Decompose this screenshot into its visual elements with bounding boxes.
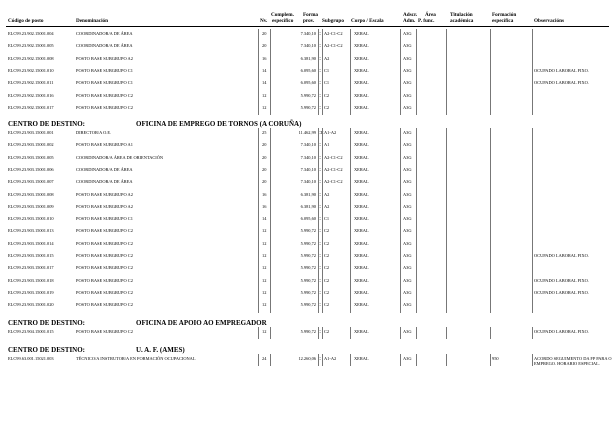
row-corpo: XERAL <box>354 43 369 49</box>
row-complemento: 5.990,72 <box>300 253 316 258</box>
row-code: ELC99.23.902.15001.010 <box>8 67 54 73</box>
row-forma: C <box>318 240 321 246</box>
row-subgrupo: C2 <box>324 265 330 271</box>
row-forma: C <box>318 154 321 160</box>
row-corpo: XERAL <box>354 228 369 234</box>
row-subgrupo: C2 <box>324 240 330 246</box>
row-denominacion: COORDINADOR/A DE ÁREA <box>76 166 133 172</box>
row-subgrupo: A1-A2 <box>324 356 337 361</box>
table-row <box>0 239 615 248</box>
row-corpo: XERAL <box>354 191 369 197</box>
row-subgrupo: A2 <box>324 203 330 209</box>
table-row <box>0 288 615 297</box>
row-denominacion: COORDINADOR/A DE ÁREA <box>76 179 133 185</box>
row-corpo: XERAL <box>354 130 369 135</box>
row-complemento: 5.990,72 <box>300 277 316 283</box>
table-row <box>0 54 615 63</box>
row-denominacion: POSTO BASE SUBGRUPO A1 <box>76 142 133 148</box>
row-denominacion: POSTO BASE SUBGRUPO C2 <box>76 253 133 258</box>
row-code: ELC99.23.902.15001.017 <box>8 104 54 110</box>
row-subgrupo: C1 <box>324 67 330 73</box>
row-code: ELC99.23.903.15001.007 <box>8 179 54 185</box>
column-divider <box>318 128 319 313</box>
row-complemento: 7.340,10 <box>300 43 316 49</box>
row-corpo: XERAL <box>354 154 369 160</box>
table-row <box>0 140 615 149</box>
row-code: ELC99.23.902.15001.011 <box>8 80 54 86</box>
row-complemento: 6.381,90 <box>300 203 316 209</box>
table-row <box>0 78 615 87</box>
row-corpo: XERAL <box>354 216 369 222</box>
row-corpo: XERAL <box>354 31 369 36</box>
table-row <box>0 177 615 186</box>
row-code: ELC99.23.903.15001.006 <box>8 166 54 172</box>
table-row <box>0 202 615 211</box>
column-divider <box>416 128 417 313</box>
header-forma-1: Forma <box>303 12 318 18</box>
row-denominacion: POSTO BASE SUBGRUPO C2 <box>76 329 133 334</box>
column-divider <box>400 128 401 313</box>
row-complemento: 5.990,72 <box>300 240 316 246</box>
row-adscricion: A3G <box>403 289 412 295</box>
row-denominacion: COORDINADOR/A DE ÁREA <box>76 31 133 36</box>
column-divider <box>490 354 491 366</box>
header-area-2: P. func. <box>418 18 435 24</box>
header-denominacion: Denominación <box>76 18 108 24</box>
table-row <box>0 41 615 50</box>
row-adscricion: A3G <box>403 154 412 160</box>
header-subgrupo: Subgrupo <box>322 18 344 24</box>
column-divider <box>446 354 447 366</box>
row-subgrupo: C2 <box>324 253 330 258</box>
row-subgrupo: A2 <box>324 55 330 61</box>
row-subgrupo: A2-C1-C2 <box>324 166 343 172</box>
header-complemento-1: Complem. <box>271 12 294 18</box>
row-forma: C <box>318 80 321 86</box>
row-complemento: 7.340,10 <box>300 179 316 185</box>
row-corpo: XERAL <box>354 179 369 185</box>
row-corpo: XERAL <box>354 203 369 209</box>
column-divider <box>350 128 351 313</box>
row-nivel: 12 <box>262 277 267 283</box>
row-denominacion: POSTO BASE SUBGRUPO C1 <box>76 216 133 222</box>
row-nivel: 12 <box>262 253 267 258</box>
row-code: ELC99.23.903.15001.015 <box>8 253 54 258</box>
row-forma: C <box>318 216 321 222</box>
row-corpo: XERAL <box>354 80 369 86</box>
column-divider <box>318 354 319 366</box>
column-divider <box>350 327 351 339</box>
header-rule <box>6 26 609 27</box>
table-row <box>0 29 615 38</box>
row-denominacion: POSTO BASE SUBGRUPO C1 <box>76 67 133 73</box>
column-divider <box>400 29 401 115</box>
row-denominacion: POSTO BASE SUBGRUPO C1 <box>76 80 133 86</box>
row-observacions: OCUPADO LABORAL FIXO. <box>534 80 589 86</box>
row-nivel: 14 <box>262 80 267 86</box>
row-corpo: XERAL <box>354 104 369 110</box>
row-denominacion: DIRECTOR/A O.E. <box>76 130 112 135</box>
row-nivel: 20 <box>262 31 267 36</box>
column-divider <box>490 128 491 313</box>
row-denominacion: TÉCNICO/A INSTRUTOR/A EN FORMACIÓN OCUPACIONAL <box>76 356 196 361</box>
row-code: ELC99.23.903.15001.008 <box>8 191 54 197</box>
row-subgrupo: C2 <box>324 92 330 98</box>
row-code: ELC99.23.903.15001.005 <box>8 154 54 160</box>
row-corpo: XERAL <box>354 166 369 172</box>
column-divider <box>258 29 259 115</box>
column-divider <box>416 327 417 339</box>
row-forma: C <box>318 179 321 185</box>
row-forma: C <box>318 277 321 283</box>
row-nivel: 20 <box>262 154 267 160</box>
row-adscricion: A3G <box>403 277 412 283</box>
header-titulacion-1: Titulación <box>450 12 473 18</box>
row-observacions: OCUPADO LABORAL FIXO. <box>534 277 589 283</box>
row-nivel: 16 <box>262 191 267 197</box>
row-forma: C <box>318 142 321 148</box>
table-row <box>0 327 615 336</box>
column-divider <box>416 29 417 115</box>
column-divider <box>270 327 271 339</box>
row-nivel: 14 <box>262 67 267 73</box>
row-adscricion: A3G <box>403 356 412 361</box>
row-forma: C <box>318 289 321 295</box>
row-complemento: 7.340,10 <box>300 154 316 160</box>
row-denominacion: POSTO BASE SUBGRUPO C2 <box>76 277 133 283</box>
row-complemento: 6.095,60 <box>300 80 316 86</box>
row-corpo: XERAL <box>354 302 369 308</box>
row-code: ELC99.23.902.15001.004 <box>8 31 54 36</box>
row-nivel: 12 <box>262 289 267 295</box>
row-code: ELC99.23.902.15001.005 <box>8 43 54 49</box>
row-nivel: 14 <box>262 216 267 222</box>
table-row <box>0 128 615 137</box>
column-divider <box>532 327 533 339</box>
row-subgrupo: C2 <box>324 302 330 308</box>
column-divider <box>416 354 417 366</box>
table-row <box>0 165 615 174</box>
row-subgrupo: C2 <box>324 228 330 234</box>
section-name-4: U. A. F. (AMES) <box>136 346 185 354</box>
row-forma: C <box>318 302 321 308</box>
row-adscricion: A3G <box>403 80 412 86</box>
row-nivel: 12 <box>262 92 267 98</box>
row-adscricion: A3G <box>403 43 412 49</box>
column-divider <box>258 327 259 339</box>
row-adscricion: A3G <box>403 240 412 246</box>
table-row <box>0 153 615 162</box>
row-code: ELC99.23.903.15001.014 <box>8 240 54 246</box>
row-nivel: 25 <box>262 130 267 135</box>
row-observacions: OCUPADO LABORAL FIXO. <box>534 253 589 258</box>
row-corpo: XERAL <box>354 356 369 361</box>
row-adscricion: A3G <box>403 191 412 197</box>
row-adscricion: A3G <box>403 92 412 98</box>
table-row <box>0 226 615 235</box>
row-forma: C <box>318 228 321 234</box>
row-denominacion: POSTO BASE SUBGRUPO C2 <box>76 228 133 234</box>
row-corpo: XERAL <box>354 55 369 61</box>
table-row <box>0 91 615 100</box>
table-row <box>0 103 615 112</box>
row-complemento: 6.095,60 <box>300 67 316 73</box>
row-forma: C <box>318 329 321 334</box>
row-subgrupo: A1 <box>324 142 330 148</box>
row-adscricion: A3G <box>403 31 412 36</box>
row-code: ELC99.23.903.15001.018 <box>8 277 54 283</box>
row-forma: C <box>318 92 321 98</box>
row-complemento: 7.340,10 <box>300 31 316 36</box>
row-forma: C <box>318 43 321 49</box>
header-formacion-1: Formación <box>492 12 517 18</box>
row-nivel: 24 <box>262 356 267 361</box>
row-formacion: 950 <box>492 356 499 361</box>
header-adscr-1: Adscr. <box>403 12 418 18</box>
row-nivel: 20 <box>262 166 267 172</box>
row-adscricion: A3G <box>403 228 412 234</box>
row-subgrupo: A1-A2 <box>324 130 337 135</box>
row-subgrupo: A2-C1-C2 <box>324 154 343 160</box>
header-observacions: Observacións <box>534 18 564 24</box>
row-denominacion: COORDINADOR/A DE ÁREA <box>76 43 133 49</box>
row-observacions: OCUPADO LABORAL FIXO. <box>534 67 589 73</box>
column-divider <box>322 327 323 339</box>
row-observacions: OCUPADO LABORAL FIXO. <box>534 289 589 295</box>
row-nivel: 20 <box>262 43 267 49</box>
row-forma: C <box>318 31 321 36</box>
header-titulacion-2: académica <box>450 18 474 24</box>
row-forma: C <box>318 166 321 172</box>
row-complemento: 5.990,72 <box>300 329 316 334</box>
row-adscricion: A3G <box>403 67 412 73</box>
row-nivel: 12 <box>262 228 267 234</box>
row-forma: C <box>318 55 321 61</box>
row-adscricion: A3G <box>403 302 412 308</box>
column-divider <box>446 29 447 115</box>
row-denominacion: POSTO BASE SUBGRUPO C2 <box>76 265 133 271</box>
section-name-2: OFICINA DE EMPREGO DE TORNOS (A CORUÑA) <box>136 120 302 128</box>
row-denominacion: POSTO BASE SUBGRUPO A2 <box>76 191 133 197</box>
table-row <box>0 263 615 272</box>
header-codigo: Código de posto <box>8 18 44 24</box>
row-forma: C <box>318 253 321 258</box>
row-complemento: 7.340,10 <box>300 142 316 148</box>
row-complemento: 5.990,72 <box>300 228 316 234</box>
row-code: ELC99.23.904.15001.015 <box>8 329 54 334</box>
row-nivel: 12 <box>262 302 267 308</box>
row-corpo: XERAL <box>354 265 369 271</box>
row-subgrupo: C2 <box>324 104 330 110</box>
row-adscricion: A3G <box>403 130 412 135</box>
column-divider <box>532 128 533 313</box>
table-row <box>0 66 615 75</box>
row-denominacion: POSTO BASE SUBGRUPO C2 <box>76 302 133 308</box>
table-row <box>0 276 615 285</box>
row-forma: C <box>318 203 321 209</box>
header-nivel: Nv. <box>260 18 268 24</box>
row-code: ELC99.63.001.15021.003 <box>8 356 54 361</box>
row-code: ELC99.23.903.15001.002 <box>8 142 54 148</box>
row-complemento: 5.990,72 <box>300 92 316 98</box>
row-corpo: XERAL <box>354 329 369 334</box>
column-divider <box>270 128 271 313</box>
row-denominacion: POSTO BASE SUBGRUPO C2 <box>76 240 133 246</box>
row-corpo: XERAL <box>354 277 369 283</box>
row-corpo: XERAL <box>354 240 369 246</box>
row-adscricion: A3G <box>403 166 412 172</box>
row-adscricion: A3G <box>403 179 412 185</box>
row-forma: C <box>318 265 321 271</box>
row-subgrupo: A2-C1-C2 <box>324 31 343 36</box>
row-complemento: 11.462,99 <box>298 130 316 135</box>
row-corpo: XERAL <box>354 253 369 258</box>
row-nivel: 20 <box>262 179 267 185</box>
row-adscricion: A3G <box>403 55 412 61</box>
row-subgrupo: A2-C1-C2 <box>324 179 343 185</box>
row-code: ELC99.23.902.15001.016 <box>8 92 54 98</box>
column-divider <box>258 128 259 313</box>
column-divider <box>446 128 447 313</box>
row-subgrupo: C2 <box>324 289 330 295</box>
row-code: ELC99.23.902.15001.008 <box>8 55 54 61</box>
column-divider <box>400 354 401 366</box>
row-code: ELC99.23.903.15001.001 <box>8 130 54 135</box>
header-formacion-2: específica <box>492 18 514 24</box>
table-row <box>0 214 615 223</box>
column-divider <box>532 354 533 366</box>
column-divider <box>350 29 351 115</box>
column-divider <box>350 354 351 366</box>
row-subgrupo: C1 <box>324 216 330 222</box>
table-row <box>0 300 615 309</box>
header-adscr-2: Adm. <box>403 18 416 24</box>
row-denominacion: POSTO BASE SUBGRUPO C2 <box>76 92 133 98</box>
column-divider <box>270 29 271 115</box>
column-divider <box>322 29 323 115</box>
section-label: CENTRO DE DESTINO: <box>8 120 86 128</box>
row-adscricion: A3G <box>403 216 412 222</box>
row-subgrupo: A2-C1-C2 <box>324 43 343 49</box>
row-complemento: 5.990,72 <box>300 265 316 271</box>
table-row <box>0 251 615 260</box>
row-complemento: 5.990,72 <box>300 104 316 110</box>
row-complemento: 6.095,60 <box>300 216 316 222</box>
row-adscricion: A3G <box>403 203 412 209</box>
row-denominacion: POSTO BASE SUBGRUPO C2 <box>76 289 133 295</box>
row-nivel: 16 <box>262 55 267 61</box>
table-row <box>0 190 615 199</box>
row-complemento: 12.260,06 <box>298 356 316 361</box>
column-divider <box>270 354 271 366</box>
header-forma-2: prov. <box>303 18 315 24</box>
row-observacions: OCUPADO LABORAL FIXO. <box>534 329 589 334</box>
row-corpo: XERAL <box>354 142 369 148</box>
row-code: ELC99.23.903.15001.020 <box>8 302 54 308</box>
row-forma: C <box>318 104 321 110</box>
row-subgrupo: C2 <box>324 277 330 283</box>
row-adscricion: A3G <box>403 329 412 334</box>
row-forma: CE <box>318 130 324 135</box>
row-code: ELC99.23.903.15001.017 <box>8 265 54 271</box>
row-forma: C <box>318 191 321 197</box>
header-area-1: Área <box>425 12 436 18</box>
row-complemento: 7.340,10 <box>300 166 316 172</box>
column-divider <box>532 29 533 115</box>
row-code: ELC99.23.903.15001.009 <box>8 203 54 209</box>
row-adscricion: A3G <box>403 104 412 110</box>
column-divider <box>322 128 323 313</box>
row-corpo: XERAL <box>354 289 369 295</box>
row-code: ELC99.23.903.15001.013 <box>8 228 54 234</box>
row-denominacion: POSTO BASE SUBGRUPO C2 <box>76 104 133 110</box>
column-divider <box>318 327 319 339</box>
column-divider <box>318 29 319 115</box>
row-denominacion: POSTO BASE SUBGRUPO A2 <box>76 55 133 61</box>
row-nivel: 12 <box>262 104 267 110</box>
row-nivel: 12 <box>262 265 267 271</box>
row-code: ELC99.23.903.15001.010 <box>8 216 54 222</box>
column-divider <box>322 354 323 366</box>
section-label: CENTRO DE DESTINO: <box>8 346 86 354</box>
column-divider <box>446 327 447 339</box>
column-divider <box>490 327 491 339</box>
header-complemento-2: específico <box>272 18 294 24</box>
section-name-3: OFICINA DE APOIO AO EMPREGADOR <box>136 319 267 327</box>
row-subgrupo: C2 <box>324 329 330 334</box>
row-complemento: 5.990,72 <box>300 289 316 295</box>
row-corpo: XERAL <box>354 67 369 73</box>
row-subgrupo: C1 <box>324 80 330 86</box>
row-complemento: 5.990,72 <box>300 302 316 308</box>
column-divider <box>490 29 491 115</box>
header-corpo: Corpo / Escala <box>351 18 384 24</box>
row-adscricion: A3G <box>403 253 412 258</box>
row-forma: C <box>318 67 321 73</box>
row-denominacion: POSTO BASE SUBGRUPO A2 <box>76 203 133 209</box>
row-observacions: ACORDO SEGUIMENTO DA FP PARA O EMPREGO. HORARIO ESPECIAL. <box>534 356 612 366</box>
row-corpo: XERAL <box>354 92 369 98</box>
section-label: CENTRO DE DESTINO: <box>8 319 86 327</box>
row-subgrupo: A2 <box>324 191 330 197</box>
row-nivel: 12 <box>262 329 267 334</box>
table-row <box>0 354 615 366</box>
row-nivel: 16 <box>262 203 267 209</box>
row-adscricion: A3G <box>403 265 412 271</box>
row-complemento: 6.381,90 <box>300 191 316 197</box>
row-nivel: 20 <box>262 142 267 148</box>
column-divider <box>258 354 259 366</box>
row-nivel: 12 <box>262 240 267 246</box>
row-code: ELC99.23.903.15001.019 <box>8 289 54 295</box>
row-complemento: 6.381,90 <box>300 55 316 61</box>
row-forma: C <box>318 356 321 361</box>
row-adscricion: A3G <box>403 142 412 148</box>
row-denominacion: COORDINADOR/A ÁREA DE ORIENTACIÓN <box>76 154 164 160</box>
column-divider <box>400 327 401 339</box>
